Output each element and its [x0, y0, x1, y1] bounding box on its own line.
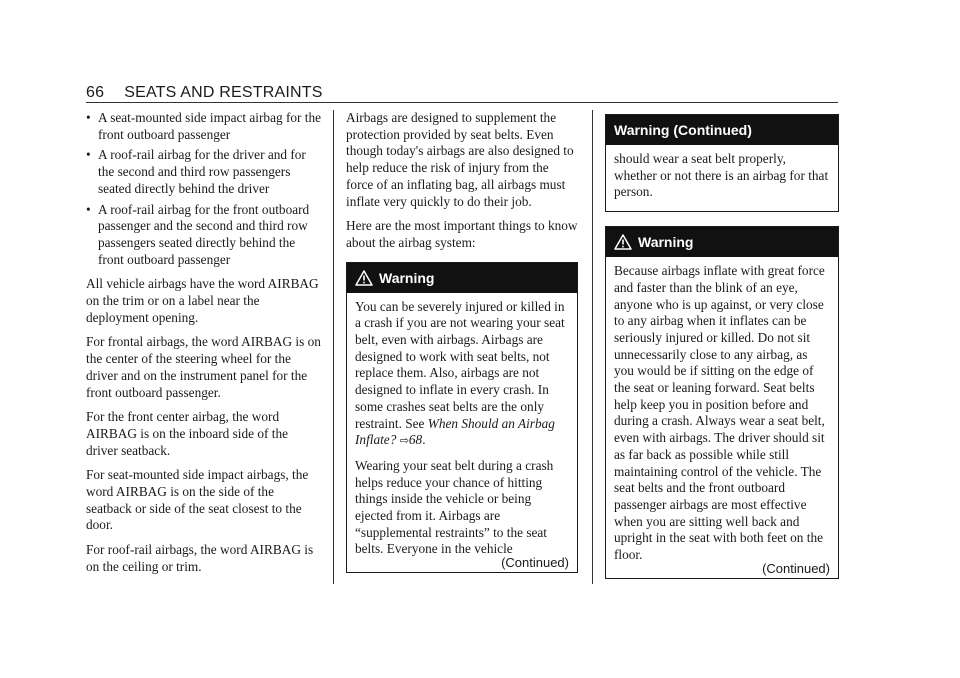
list-item: [86, 202, 322, 269]
column-3: [605, 114, 839, 579]
warning-body: [606, 257, 838, 578]
bullet-icon: •: [86, 110, 91, 125]
warning-paragraph: Because airbags inflate with great force and faster than the blink of an eye, anyone who is up against, or very close to any airbag when it inflates can be seriously injured or killed. Do not sit unnecessarily close to any airbag, as you would be if sitting on the edge of the seat or leaning forward. Seat belts help keep you in position before and during a crash. Always wear a seat belt, even with airbags. The driver should sit as far back as possible while still maintaining control of the vehicle. The seat belts and the front outboard passenger airbags are most effective when you are sitting well back and upright in the seat with both feet on the floor.: [614, 263, 825, 563]
arrow-right-icon: ⇨: [399, 434, 409, 448]
warning-paragraph: Wearing your seat belt during a crash helps reduce your chance of hitting things inside the vehicle or being ejected from it. Airbags are “supplemental restraints” to the seat belts. Everyone in the vehicle: [355, 457, 554, 557]
column-2: [346, 110, 578, 573]
warning-triangle-icon: [355, 270, 373, 286]
paragraph: All vehicle airbags have the word AIRBAG on the trim or on a label near the deployment opening.: [86, 276, 319, 325]
column-divider: [333, 110, 334, 584]
paragraph: For roof-rail airbags, the word AIRBAG is on the ceiling or trim.: [86, 542, 314, 574]
warning-header: [606, 227, 838, 257]
warning-text: You can be severely injured or killed in a crash if you are not wearing your seat belt, even with airbags. Airbags are designed to work with seat belts, not replace them. Also, airbags are not designed to inflate in every crash. In some crashes seat belts are the only restraint. See: [355, 298, 565, 431]
paragraph: Airbags are designed to supplement the protection provided by seat belts. Even though today's airbags are also designed to help reduce the risk of injury from the force of an inflating bag, all airbags must inflate very quickly to do their job.: [346, 110, 574, 209]
cross-reference-link[interactable]: When Should an Airbag Inflate?: [355, 415, 555, 448]
warning-paragraph: should wear a seat belt properly, whether or not there is an airbag for that person.: [614, 151, 829, 200]
section-title: SEATS AND RESTRAINTS: [124, 84, 323, 101]
page-number: 66: [86, 84, 105, 101]
page-reference[interactable]: 68: [408, 432, 423, 448]
column-divider: [592, 110, 593, 584]
warning-triangle-icon: [614, 234, 632, 250]
bullet-text: A roof-rail airbag for the driver and for the second and third row passengers seated directly behind the driver: [98, 147, 306, 196]
header-divider: [86, 102, 838, 103]
warning-box: [605, 226, 839, 579]
bullet-icon: •: [86, 201, 91, 217]
warning-box: [346, 262, 578, 574]
warning-title: Warning: [638, 234, 694, 251]
warning-title: Warning (Continued): [614, 122, 752, 138]
continued-label: (Continued): [762, 560, 830, 576]
warning-paragraph: [355, 299, 569, 450]
warning-body: [347, 293, 577, 573]
period: .: [422, 432, 426, 448]
paragraph: For the front center airbag, the word AIRBAG is on the inboard side of the driver seatback.: [86, 409, 289, 458]
page-header: [86, 84, 323, 102]
paragraph: For seat-mounted side impact airbags, the word AIRBAG is on the side of the seatback or side of the seat closest to the door.: [86, 467, 309, 533]
list-item: [86, 110, 322, 143]
warning-box-continued: [605, 114, 839, 212]
warning-body: [606, 145, 838, 211]
continued-label: (Continued): [501, 555, 569, 571]
bullet-text: A seat-mounted side impact airbag for the front outboard passenger: [98, 110, 322, 142]
column-1: [86, 110, 322, 584]
warning-header: [606, 115, 838, 145]
warning-title: Warning: [379, 269, 435, 286]
warning-header: [347, 263, 577, 293]
paragraph: For frontal airbags, the word AIRBAG is on the center of the steering wheel for the driver and on the instrument panel for the front outboard passenger.: [86, 334, 321, 400]
bullet-text: A roof-rail airbag for the front outboard passenger and the second and third row passengers seated directly behind the front outboard passenger: [98, 201, 310, 267]
bullet-icon: •: [86, 147, 91, 163]
list-item: [86, 147, 322, 197]
paragraph: Here are the most important things to know about the airbag system:: [346, 218, 578, 250]
